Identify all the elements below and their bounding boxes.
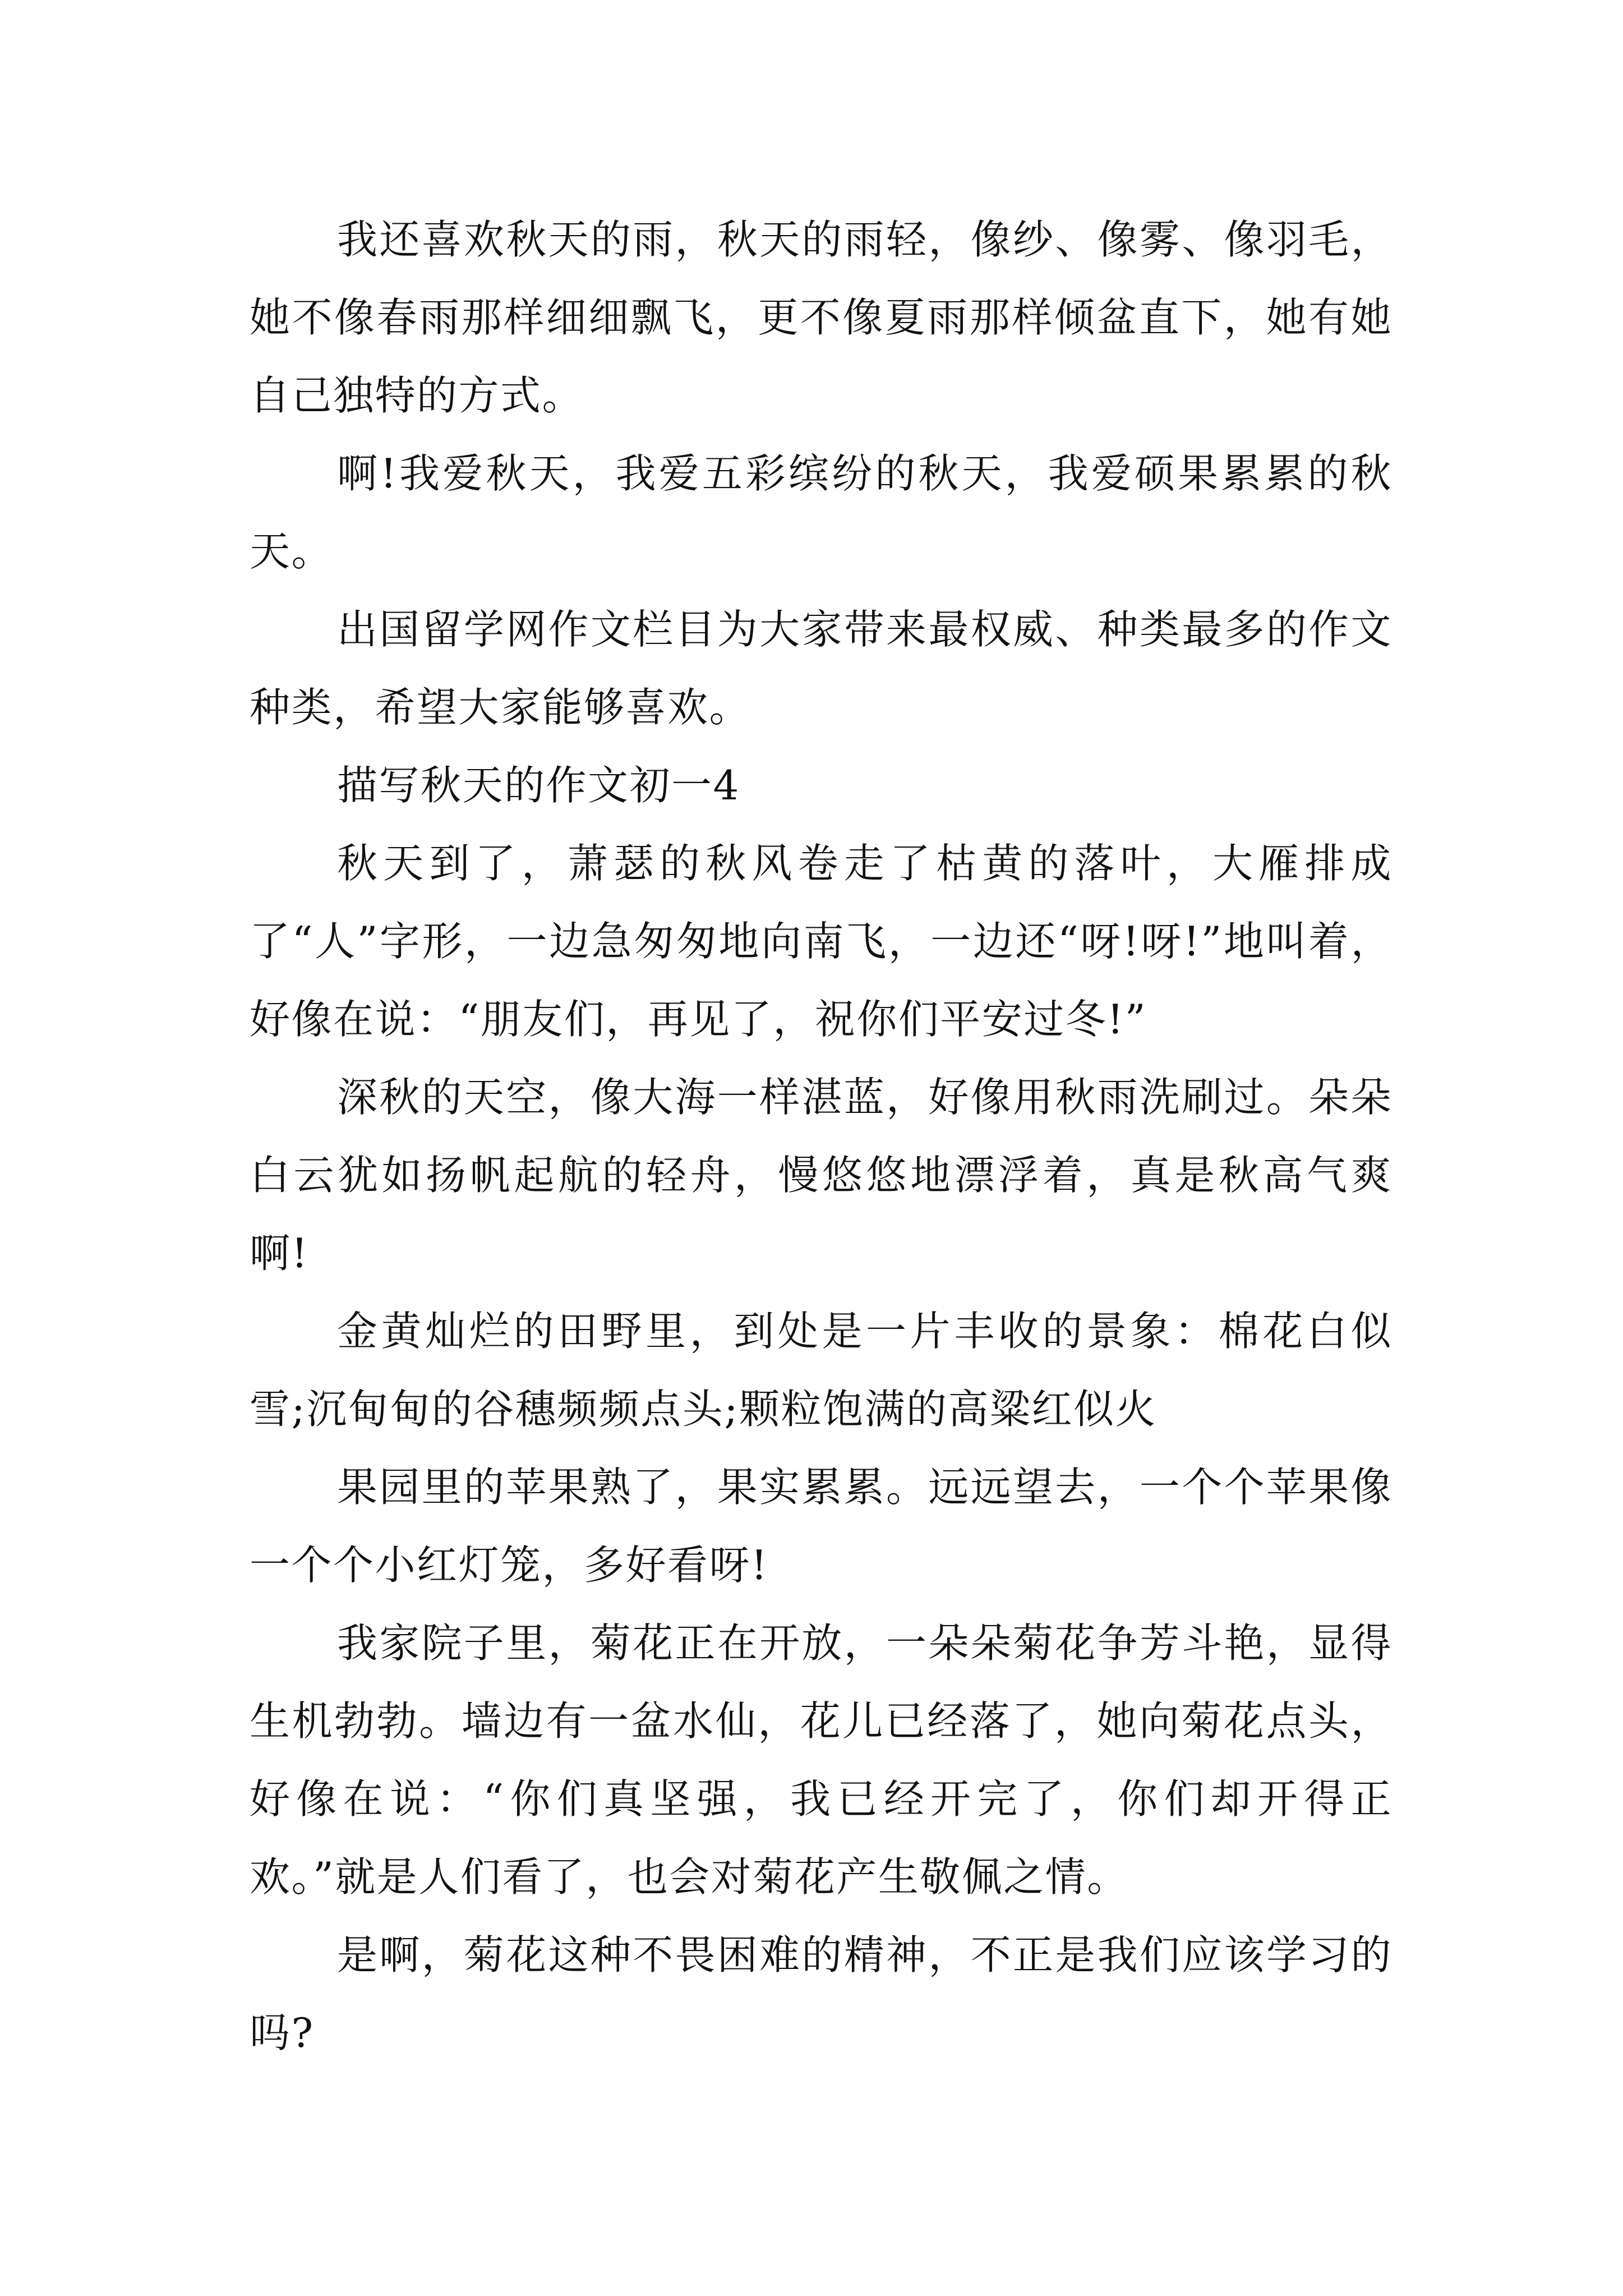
paragraph-golden-fields: 金黄灿烂的田野里，到处是一片丰收的景象：棉花白似雪;沉甸甸的谷穗频频点头;颗粒饱满的高粱红似火	[250, 1308, 1393, 1433]
paragraph-autumn-sky: 深秋的天空，像大海一样湛蓝，好像用秋雨洗刷过。朵朵白云犹如扬帆起航的轻舟，慢悠悠地漂浮着，真是秋高气爽啊!	[250, 1074, 1393, 1277]
document-body	[250, 201, 1393, 2072]
paragraph-love-autumn: 啊!我爱秋天，我爱五彩缤纷的秋天，我爱硕果累累的秋天。	[250, 450, 1393, 575]
paragraph-autumn-rain: 我还喜欢秋天的雨，秋天的雨轻，像纱、像雾、像羽毛，她不像春雨那样细细飘飞，更不像夏雨那样倾盆直下，她有她自己独特的方式。	[250, 216, 1393, 419]
paragraph-site-note: 出国留学网作文栏目为大家带来最权威、种类最多的作文种类，希望大家能够喜欢。	[250, 606, 1393, 731]
paragraph-chrysanthemums: 我家院子里，菊花正在开放，一朵朵菊花争芳斗艳，显得生机勃勃。墙边有一盆水仙，花儿已经落了，她向菊花点头，好像在说：“你们真坚强，我已经开完了，你们却开得正欢。”就是人们看了，也会对菊花产生敬佩之情。	[250, 1619, 1393, 1901]
paragraph-conclusion: 是啊，菊花这种不畏困难的精神，不正是我们应该学习的吗?	[250, 1931, 1393, 2056]
paragraph-wild-geese: 秋天到了，萧瑟的秋风卷走了枯黄的落叶，大雁排成了“人”字形，一边急匆匆地向南飞，一边还“呀!呀!”地叫着，好像在说：“朋友们，再见了，祝你们平安过冬!”	[250, 840, 1393, 1043]
paragraph-orchard: 果园里的苹果熟了，果实累累。远远望去，一个个苹果像一个个小红灯笼，多好看呀!	[250, 1464, 1393, 1589]
essay-heading: 描写秋天的作文初一4	[337, 762, 740, 809]
